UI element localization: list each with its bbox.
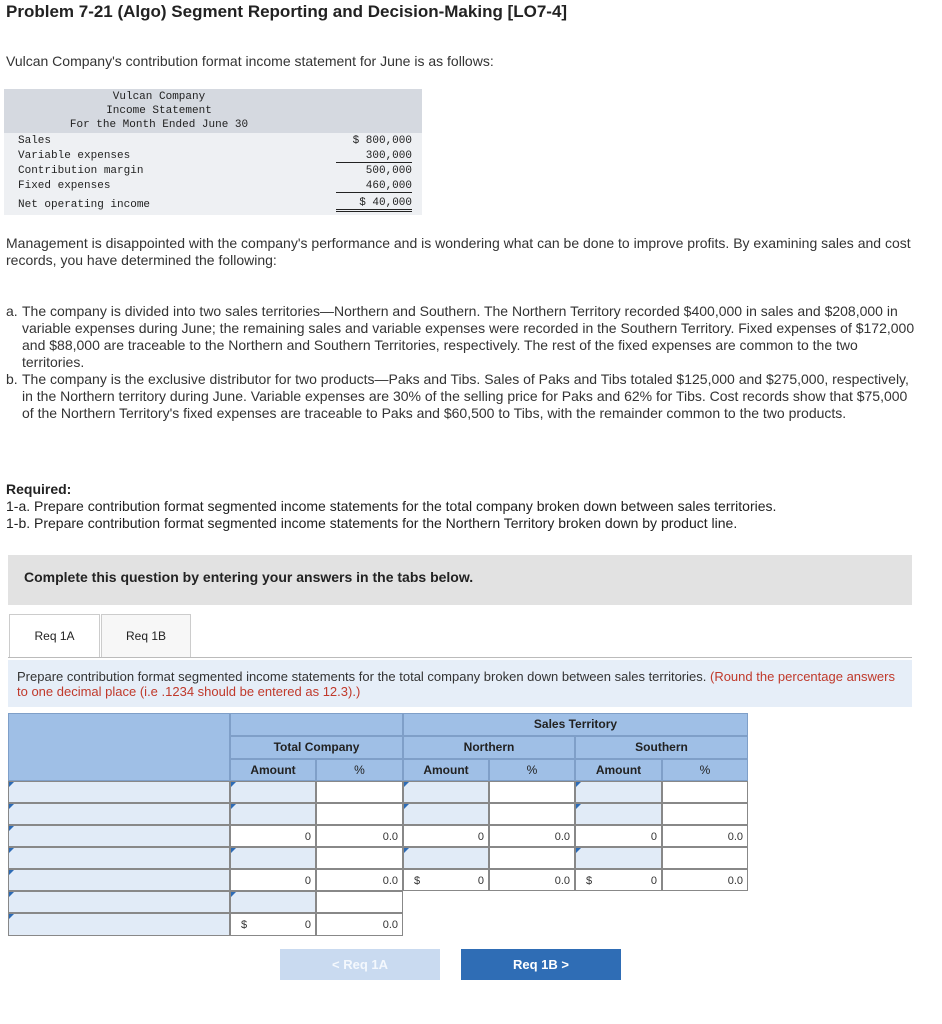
required-line: 1-a. Prepare contribution format segmented income statements for the total company broken down between sales territories. [6, 498, 777, 514]
facts-list [6, 303, 922, 422]
computed-value: 0 [650, 831, 657, 843]
page-title: Problem 7-21 (Algo) Segment Reporting and Decision-Making [LO7-4] [6, 2, 568, 21]
computed-value: 0 [304, 875, 311, 887]
computed-amount [230, 825, 316, 847]
percent-cell [316, 847, 403, 869]
amount-input[interactable] [575, 781, 662, 803]
computed-percent [316, 825, 403, 847]
instruction-text: Prepare contribution format segmented income statements for the total company broken down between sales territories. [17, 669, 707, 684]
header-sales-territory: Sales Territory [403, 713, 748, 736]
computed-amount [230, 869, 316, 891]
currency-symbol: $ [586, 875, 593, 887]
computed-percent [316, 869, 403, 891]
header-northern: Northern [403, 736, 575, 759]
statement-row-label: Net operating income [18, 199, 151, 211]
list-item [6, 303, 922, 371]
intro-text: Vulcan Company's contribution format income statement for June is as follows: [6, 53, 494, 69]
management-text: Management is disappointed with the company's performance and is wondering what can be done to improve profits. By examining sales and cost records, you have determined the following: [6, 235, 911, 268]
statement-company: Vulcan Company [112, 91, 206, 103]
computed-value: 0.0 [554, 875, 570, 887]
banner-text: Complete this question by entering your answers in the tabs below. [24, 569, 474, 585]
tab-req-1b[interactable]: Req 1B [101, 614, 191, 658]
currency-symbol: $ [414, 875, 421, 887]
header-percent: % [662, 759, 748, 781]
rounding-note: (Round the percentage answers to one decimal place (i.e .1234 should be entered as 12.3).) [17, 669, 895, 699]
statement-period: For the Month Ended June 30 [69, 119, 249, 131]
amount-input[interactable] [230, 781, 316, 803]
amount-input[interactable] [230, 847, 316, 869]
header-percent: % [316, 759, 403, 781]
statement-row-value: 300,000 [336, 150, 412, 163]
statement-row-label: Sales [18, 135, 52, 147]
header-percent: % [489, 759, 575, 781]
instruction-box [8, 660, 912, 707]
computed-value: 0 [477, 831, 484, 843]
percent-input[interactable] [316, 781, 403, 803]
percent-cell [489, 847, 575, 869]
segment-table [8, 713, 748, 939]
computed-percent [489, 869, 575, 891]
row-label-input[interactable] [8, 869, 230, 891]
amount-input[interactable] [403, 803, 489, 825]
computed-value: 0.0 [727, 831, 743, 843]
percent-input[interactable] [489, 781, 575, 803]
percent-cell [662, 847, 748, 869]
computed-percent [662, 869, 748, 891]
header-total-company: Total Company [230, 736, 403, 759]
header-amount: Amount [403, 759, 489, 781]
computed-value: 0.0 [382, 919, 398, 931]
amount-input[interactable] [575, 803, 662, 825]
percent-input[interactable] [316, 803, 403, 825]
prev-req-button[interactable]: < Req 1A [280, 949, 440, 980]
header-spacer [230, 713, 403, 736]
tab-divider [8, 657, 912, 658]
list-marker: b. [6, 371, 18, 387]
computed-amount [575, 869, 662, 891]
statement-row-value: $ 40,000 [336, 197, 412, 212]
computed-percent [662, 825, 748, 847]
amount-input[interactable] [403, 781, 489, 803]
computed-value: 0.0 [382, 875, 398, 887]
computed-value: 0 [650, 875, 657, 887]
header-amount: Amount [230, 759, 316, 781]
list-marker: a. [6, 303, 18, 319]
statement-header [4, 89, 422, 133]
computed-amount [403, 869, 489, 891]
percent-input[interactable] [662, 781, 748, 803]
amount-input[interactable] [403, 847, 489, 869]
statement-row-label: Contribution margin [18, 165, 144, 177]
next-req-button[interactable]: Req 1B > [461, 949, 621, 980]
currency-symbol: $ [241, 919, 248, 931]
header-southern: Southern [575, 736, 748, 759]
instructions-banner [8, 555, 912, 605]
amount-input[interactable] [575, 847, 662, 869]
statement-row-label: Fixed expenses [18, 180, 111, 192]
statement-row-label: Variable expenses [18, 150, 131, 162]
row-label-input[interactable] [8, 781, 230, 803]
computed-amount [230, 913, 316, 936]
row-label-input[interactable] [8, 891, 230, 913]
header-blank [8, 713, 230, 781]
computed-value: 0 [477, 875, 484, 887]
computed-percent [316, 913, 403, 936]
row-label-input[interactable] [8, 847, 230, 869]
list-item-text: The company is the exclusive distributor for two products—Paks and Tibs. Sales of Paks and Tibs totaled $125,000 and $275,000, respectively, in the Northern territory during June. Variable expenses are 30% of the selling price for Paks and 62% for Tibs. Cost records show that $75,000 of the Northern Territory's fixed expenses are traceable to Paks and $60,500 to Tibs, with the remainder common to the two products. [22, 371, 909, 421]
computed-value: 0.0 [382, 831, 398, 843]
amount-input[interactable] [230, 891, 316, 913]
computed-value: 0.0 [727, 875, 743, 887]
required-section [6, 481, 776, 532]
row-label-input[interactable] [8, 803, 230, 825]
header-amount: Amount [575, 759, 662, 781]
statement-name: Income Statement [106, 105, 212, 117]
required-line: 1-b. Prepare contribution format segmented income statements for the Northern Territory broken down by product line. [6, 515, 738, 531]
computed-amount [575, 825, 662, 847]
statement-row-value: $ 800,000 [352, 135, 412, 147]
computed-percent [489, 825, 575, 847]
required-heading: Required: [6, 481, 72, 497]
percent-cell [316, 891, 403, 913]
percent-input[interactable] [489, 803, 575, 825]
computed-amount [403, 825, 489, 847]
computed-value: 0.0 [554, 831, 570, 843]
computed-value: 0 [304, 831, 311, 843]
row-label-input[interactable] [8, 913, 230, 936]
list-item-text: The company is divided into two sales territories—Northern and Southern. The Northern Territory recorded $400,000 in sales and $208,000 in variable expenses during June; the remaining sales and variable expenses were recorded in the Southern Territory. Fixed expenses of $172,000 and $88,000 are traceable to the Northern and Southern Territories, respectively. The rest of the fixed expenses are common to the two territories. [22, 303, 915, 370]
tab-req-1a[interactable]: Req 1A [9, 614, 100, 658]
computed-value: 0 [304, 919, 311, 931]
list-item [6, 371, 922, 422]
amount-input[interactable] [230, 803, 316, 825]
statement-row-value: 460,000 [336, 180, 412, 193]
statement-row-value: 500,000 [365, 165, 412, 177]
income-statement [4, 89, 422, 215]
percent-input[interactable] [662, 803, 748, 825]
row-label-input[interactable] [8, 825, 230, 847]
